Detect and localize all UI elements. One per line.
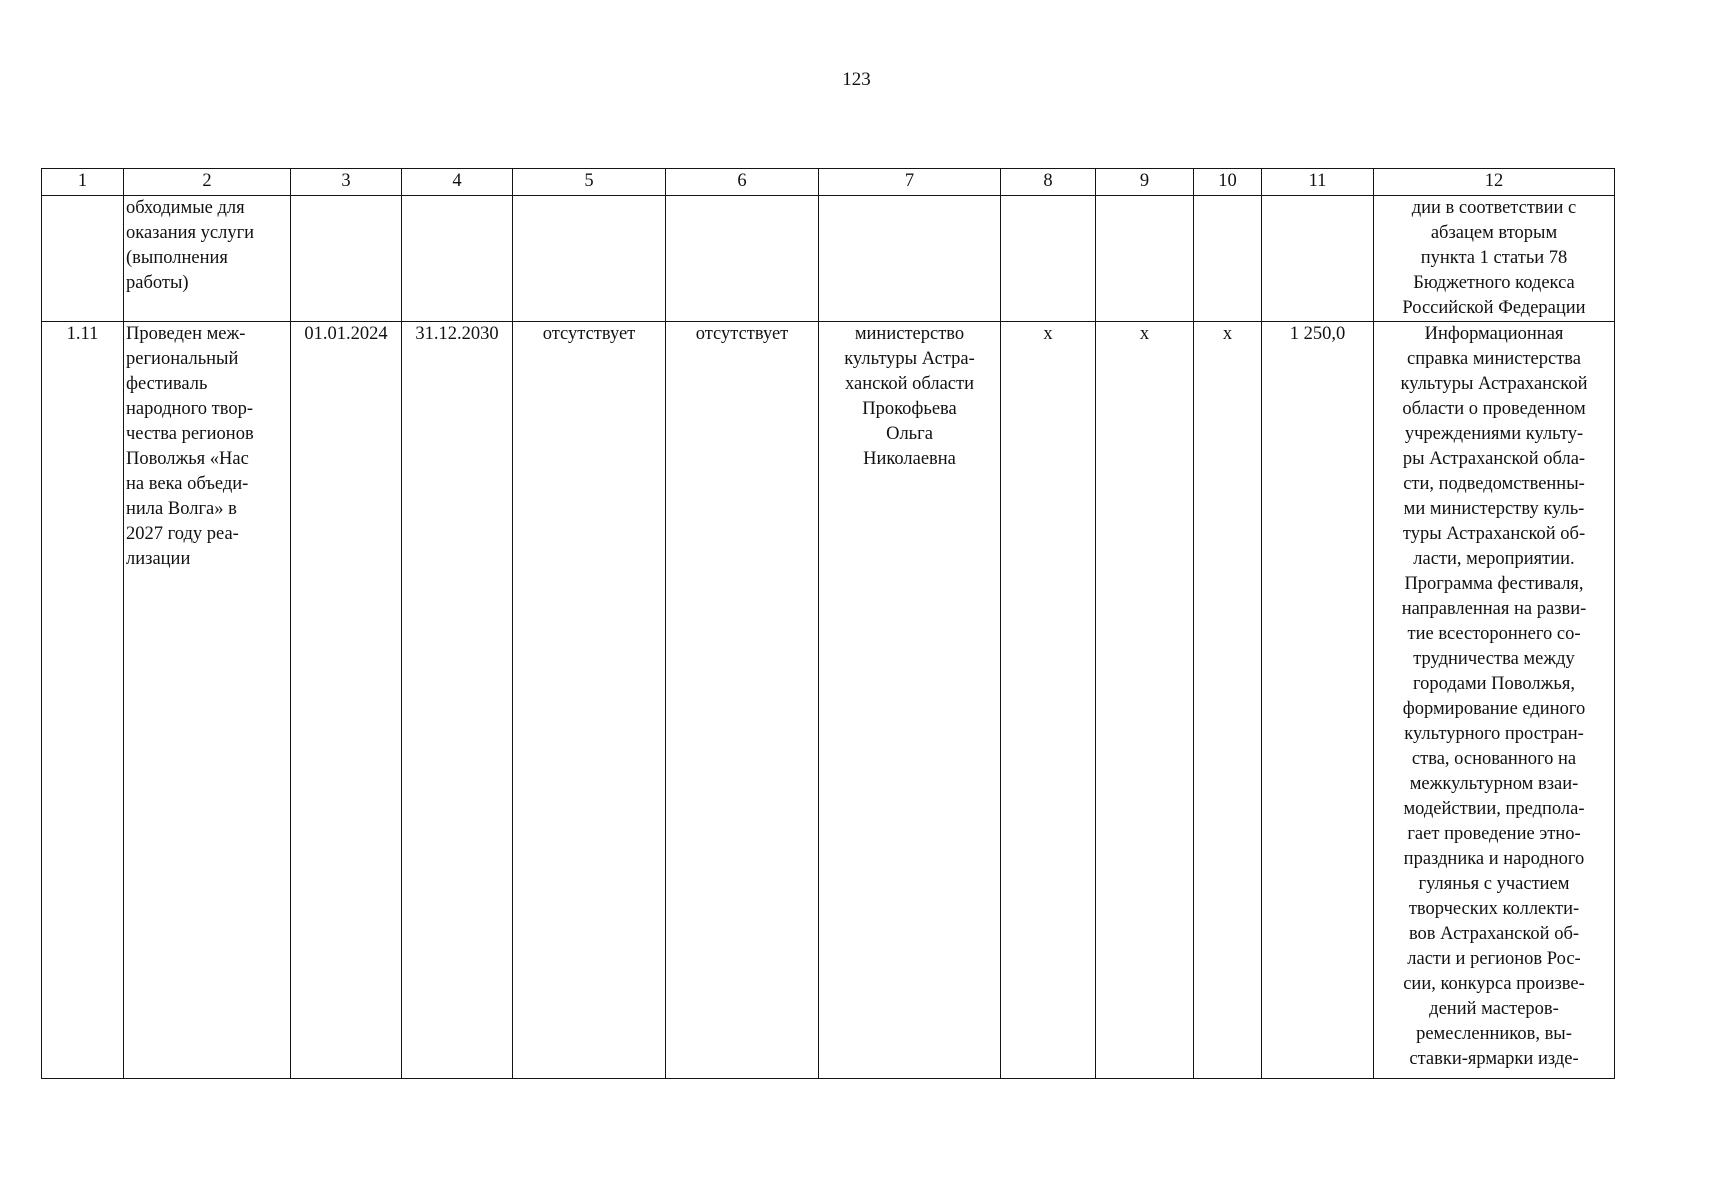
column-number: 8 (1001, 169, 1096, 196)
cell-empty (42, 196, 124, 322)
cell-document-continuation: дии в соответствии с абзацем вторым пункта 1 статьи 78 Бюджетного кодекса Российской Федерации (1374, 196, 1615, 322)
cell-empty (1194, 196, 1262, 322)
plan-table (41, 168, 1615, 1079)
cell-empty (819, 196, 1001, 322)
column-number: 4 (402, 169, 513, 196)
cell-event-continuation: обходимые для оказания услуги (выполнения работы) (124, 196, 291, 322)
cell-empty (291, 196, 402, 322)
cell-end-date: 31.12.2030 (402, 322, 513, 1079)
cell-col5: отсутствует (513, 322, 666, 1079)
cell-empty (1001, 196, 1096, 322)
cell-start-date: 01.01.2024 (291, 322, 402, 1079)
cell-col6: отсутствует (666, 322, 819, 1079)
column-number: 11 (1262, 169, 1374, 196)
column-number-row (42, 169, 1615, 196)
column-number: 6 (666, 169, 819, 196)
column-number: 9 (1096, 169, 1194, 196)
cell-col9: x (1096, 322, 1194, 1079)
column-number: 12 (1374, 169, 1615, 196)
cell-event: Проведен меж- региональный фестиваль народного твор- чества регионов Поволжья «Нас на века объеди- нила Волга» в 2027 году реа- лизации (124, 322, 291, 1079)
cell-empty (1262, 196, 1374, 322)
cell-empty (1096, 196, 1194, 322)
cell-empty (666, 196, 819, 322)
cell-row-number: 1.11 (42, 322, 124, 1079)
page-number: 123 (842, 69, 871, 90)
table-row (42, 322, 1615, 1079)
column-number: 2 (124, 169, 291, 196)
cell-col10: x (1194, 322, 1262, 1079)
cell-amount: 1 250,0 (1262, 322, 1374, 1079)
cell-empty (513, 196, 666, 322)
column-number: 7 (819, 169, 1001, 196)
column-number: 10 (1194, 169, 1262, 196)
continuation-row (42, 196, 1615, 322)
cell-responsible: министерство культуры Астра- ханской области Прокофьева Ольга Николаевна (819, 322, 1001, 1079)
cell-empty (402, 196, 513, 322)
column-number: 5 (513, 169, 666, 196)
column-number: 1 (42, 169, 124, 196)
column-number: 3 (291, 169, 402, 196)
cell-col8: x (1001, 322, 1096, 1079)
cell-document: Информационная справка министерства культуры Астраханской области о проведенном учреждениями культу- ры Астраханской обла- сти, подведомственны- ми министерству куль- туры Астраханской об- ласти, мероприятии. Программа фестиваля, направленная на разви- тие всестороннего со- трудничества между городами Поволжья, формирование единого культурного простран- ства, основанного на межкультурном взаи- модействии, предпола- гает проведение этно- праздника и народного гулянья с участием творческих коллекти- вов Астраханской об- ласти и регионов Рос- сии, конкурса произве- дений мастеров- ремесленников, вы- ставки-ярмарки изде- (1374, 322, 1615, 1079)
